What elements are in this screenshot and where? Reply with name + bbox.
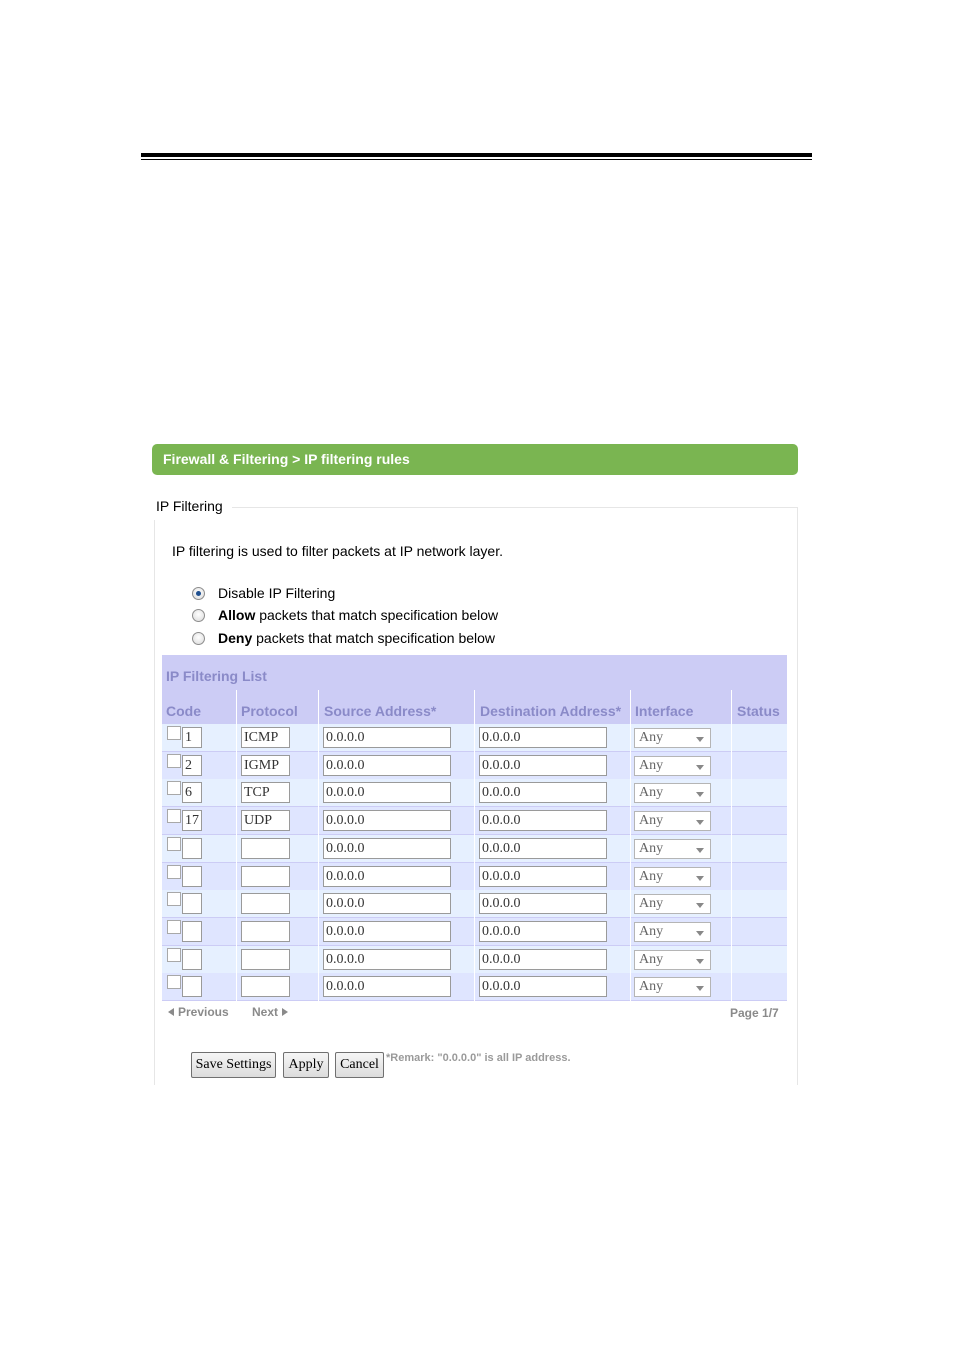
- row-select-checkbox[interactable]: [167, 920, 181, 934]
- next-label: Next: [252, 1005, 279, 1019]
- protocol-input[interactable]: [241, 893, 290, 914]
- interface-select[interactable]: [634, 756, 711, 776]
- interface-select-value: Any: [639, 785, 664, 801]
- row-select-checkbox[interactable]: [167, 837, 181, 851]
- interface-select[interactable]: [634, 783, 711, 803]
- protocol-input[interactable]: [241, 949, 290, 970]
- interface-select[interactable]: [634, 894, 711, 914]
- row-select-checkbox[interactable]: [167, 975, 181, 989]
- row-select-checkbox[interactable]: [167, 726, 181, 740]
- protocol-input[interactable]: ICMP: [241, 727, 290, 748]
- code-input[interactable]: [182, 976, 202, 997]
- column-separator: [630, 690, 631, 1001]
- interface-select-value: Any: [639, 951, 664, 967]
- code-input[interactable]: 1: [182, 727, 202, 748]
- source-address-input[interactable]: 0.0.0.0: [323, 727, 451, 748]
- interface-select[interactable]: [634, 867, 711, 887]
- destination-address-input[interactable]: 0.0.0.0: [479, 866, 607, 887]
- code-input[interactable]: [182, 838, 202, 859]
- code-input[interactable]: 17: [182, 810, 202, 831]
- row-select-checkbox[interactable]: [167, 809, 181, 823]
- breadcrumb-header: [152, 444, 798, 475]
- chevron-down-icon: [696, 737, 704, 742]
- interface-select-value: Any: [639, 896, 664, 912]
- destination-address-input[interactable]: 0.0.0.0: [479, 949, 607, 970]
- interface-select[interactable]: [634, 839, 711, 859]
- column-separator: [236, 690, 237, 1001]
- interface-select[interactable]: [634, 950, 711, 970]
- section-description: IP filtering is used to filter packets at IP network layer.: [172, 543, 503, 559]
- protocol-input[interactable]: [241, 921, 290, 942]
- arrow-left-icon: [168, 1008, 174, 1016]
- interface-select[interactable]: [634, 811, 711, 831]
- arrow-right-icon: [282, 1008, 288, 1016]
- source-address-input[interactable]: 0.0.0.0: [323, 866, 451, 887]
- filter-mode-label-text: Disable IP Filtering: [218, 585, 336, 601]
- column-header-interface: Interface: [635, 703, 694, 719]
- filter-mode-label-text: packets that match specification below: [252, 630, 496, 646]
- chevron-down-icon: [696, 765, 704, 770]
- interface-select[interactable]: [634, 977, 711, 997]
- protocol-input[interactable]: [241, 838, 290, 859]
- destination-address-input[interactable]: 0.0.0.0: [479, 810, 607, 831]
- row-select-checkbox[interactable]: [167, 892, 181, 906]
- row-select-checkbox[interactable]: [167, 948, 181, 962]
- source-address-input[interactable]: 0.0.0.0: [323, 782, 451, 803]
- interface-select[interactable]: [634, 922, 711, 942]
- filter-mode-label: [218, 630, 495, 646]
- filter-mode-radio[interactable]: [192, 587, 205, 600]
- list-title: IP Filtering List: [166, 668, 267, 684]
- code-input[interactable]: [182, 893, 202, 914]
- code-input[interactable]: 2: [182, 755, 202, 776]
- interface-select-value: Any: [639, 840, 664, 856]
- code-input[interactable]: 6: [182, 782, 202, 803]
- breadcrumb: Firewall & Filtering > IP filtering rules: [163, 451, 410, 467]
- top-rule-thin: [141, 159, 812, 160]
- protocol-input[interactable]: [241, 866, 290, 887]
- interface-select[interactable]: [634, 728, 711, 748]
- code-input[interactable]: [182, 866, 202, 887]
- source-address-input[interactable]: 0.0.0.0: [323, 949, 451, 970]
- source-address-input[interactable]: 0.0.0.0: [323, 976, 451, 997]
- save-settings-button[interactable]: Save Settings: [191, 1052, 276, 1078]
- interface-select-value: Any: [639, 730, 664, 745]
- filter-mode-option[interactable]: [192, 606, 498, 624]
- chevron-down-icon: [696, 903, 704, 908]
- filter-mode-label: [218, 585, 335, 601]
- chevron-down-icon: [696, 820, 704, 825]
- destination-address-input[interactable]: 0.0.0.0: [479, 976, 607, 997]
- chevron-down-icon: [696, 986, 704, 991]
- section-label: IP Filtering: [156, 498, 223, 514]
- chevron-down-icon: [696, 792, 704, 797]
- protocol-input[interactable]: IGMP: [241, 755, 290, 776]
- column-header-destination-address: Destination Address*: [480, 703, 622, 719]
- column-header-code: Code: [166, 703, 201, 719]
- row-select-checkbox[interactable]: [167, 754, 181, 768]
- fieldset-border-right: [797, 507, 798, 1085]
- destination-address-input[interactable]: 0.0.0.0: [479, 755, 607, 776]
- column-separator: [731, 690, 732, 1001]
- destination-address-input[interactable]: 0.0.0.0: [479, 838, 607, 859]
- filter-mode-radio[interactable]: [192, 609, 205, 622]
- column-header-source-address: Source Address*: [324, 703, 437, 719]
- filter-mode-option[interactable]: [192, 584, 335, 602]
- remark-note: *Remark: "0.0.0.0" is all IP address.: [386, 1052, 571, 1064]
- filter-mode-option[interactable]: [192, 629, 495, 647]
- fieldset-border-left: [154, 520, 155, 1085]
- page-indicator: Page 1/7: [730, 1006, 779, 1020]
- interface-select-value: Any: [639, 868, 664, 884]
- interface-select-value: Any: [639, 923, 664, 939]
- filter-mode-label-text: packets that match specification below: [255, 607, 499, 623]
- filter-mode-label-keyword: Allow: [218, 607, 256, 623]
- interface-select-value: Any: [639, 757, 664, 773]
- row-select-checkbox[interactable]: [167, 865, 181, 879]
- source-address-input[interactable]: 0.0.0.0: [323, 838, 451, 859]
- filter-mode-radio[interactable]: [192, 632, 205, 645]
- source-address-input[interactable]: 0.0.0.0: [323, 810, 451, 831]
- column-header-status: Status: [737, 703, 780, 719]
- interface-select-value: Any: [639, 979, 664, 995]
- destination-address-input[interactable]: 0.0.0.0: [479, 727, 607, 748]
- fieldset-border-top: [232, 507, 798, 508]
- column-header-protocol: Protocol: [241, 703, 298, 719]
- top-rule-thick: [141, 153, 812, 157]
- destination-address-input[interactable]: 0.0.0.0: [479, 921, 607, 942]
- next-page-link[interactable]: [252, 1005, 288, 1019]
- protocol-input[interactable]: UDP: [241, 810, 290, 831]
- destination-address-input[interactable]: 0.0.0.0: [479, 893, 607, 914]
- row-select-checkbox[interactable]: [167, 781, 181, 795]
- previous-label: Previous: [178, 1005, 229, 1019]
- interface-select-value: Any: [639, 813, 664, 829]
- filter-mode-label-keyword: Deny: [218, 630, 253, 646]
- source-address-input[interactable]: 0.0.0.0: [323, 755, 451, 776]
- destination-address-input[interactable]: 0.0.0.0: [479, 782, 607, 803]
- chevron-down-icon: [696, 959, 704, 964]
- code-input[interactable]: [182, 921, 202, 942]
- previous-page-link[interactable]: [168, 1005, 229, 1019]
- cancel-button[interactable]: Cancel: [335, 1052, 384, 1078]
- chevron-down-icon: [696, 848, 704, 853]
- column-separator: [474, 690, 475, 1001]
- code-input[interactable]: [182, 949, 202, 970]
- protocol-input[interactable]: TCP: [241, 782, 290, 803]
- protocol-input[interactable]: [241, 976, 290, 997]
- chevron-down-icon: [696, 931, 704, 936]
- source-address-input[interactable]: 0.0.0.0: [323, 921, 451, 942]
- filter-mode-label: [218, 607, 498, 623]
- apply-button[interactable]: Apply: [283, 1052, 329, 1078]
- source-address-input[interactable]: 0.0.0.0: [323, 893, 451, 914]
- chevron-down-icon: [696, 876, 704, 881]
- column-separator: [318, 690, 319, 1001]
